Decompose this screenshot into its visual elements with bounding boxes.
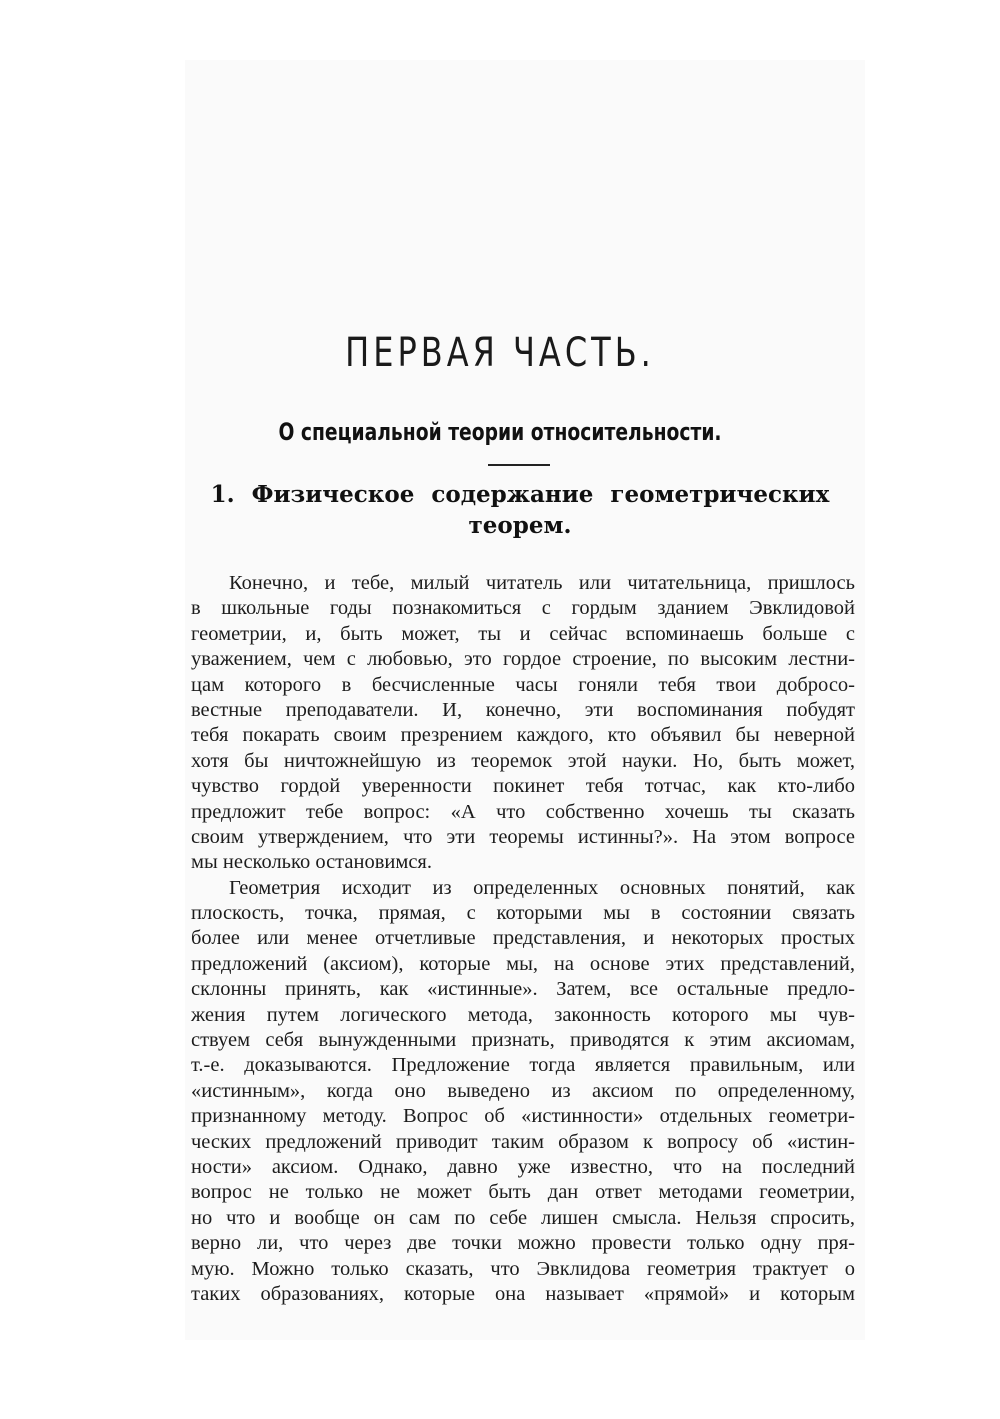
text-line: «истинным», когда оно выведено из аксиом по определенному, bbox=[191, 1079, 855, 1102]
text-line: плоскость, точка, прямая, с которыми мы в состоянии связать bbox=[191, 902, 855, 925]
text-line: жения путем логического метода, законность которого мы чув- bbox=[191, 1003, 855, 1026]
text-line: но что и вообще он сам по себе лишен смысла. Нельзя спросить, bbox=[191, 1206, 855, 1229]
text-line: верно ли, что через две точки можно провести только одну пря- bbox=[191, 1232, 855, 1255]
section-heading-line: теорем. bbox=[468, 512, 572, 539]
text-line: предложит тебе вопрос: «А что собственно хочешь ты сказать bbox=[191, 800, 855, 823]
text-line: таких образованиях, которые она называет «прямой» и которым bbox=[191, 1282, 855, 1305]
title-divider bbox=[488, 464, 550, 466]
text-line: чувство гордой уверенности покинет тебя тотчас, как кто-либо bbox=[191, 775, 855, 798]
text-line: более или менее отчетливые представления, и некоторых простых bbox=[191, 927, 855, 950]
paragraph-2 bbox=[191, 876, 855, 1308]
text-line: предложений (аксиом), которые мы, на основе этих представлений, bbox=[191, 952, 855, 975]
text-line: мую. Можно только сказать, что Эвклидова геометрия трактует о bbox=[191, 1257, 855, 1280]
text-line: вестные преподаватели. И, конечно, эти воспоминания побудят bbox=[191, 698, 855, 721]
section-heading bbox=[190, 479, 850, 541]
text-line: т.-е. доказываются. Предложение тогда является правильным, или bbox=[191, 1054, 855, 1077]
text-line: тебя покарать своим презрением каждого, кто объявил бы неверной bbox=[191, 724, 855, 747]
text-line: геометрии, и, быть может, ты и сейчас вспоминаешь больше с bbox=[191, 622, 855, 645]
section-heading-line: 1. Физическое содержание геометрических bbox=[210, 481, 830, 508]
paragraph-1 bbox=[191, 571, 855, 876]
text-line: Конечно, и тебе, милый читатель или читательница, пришлось bbox=[229, 572, 855, 594]
text-line: Геометрия исходит из определенных основных понятий, как bbox=[229, 876, 855, 899]
text-line: ности» аксиом. Однако, давно уже известно, что на последний bbox=[191, 1155, 855, 1178]
part-title: ПЕРВАЯ ЧАСТЬ. bbox=[345, 330, 655, 376]
text-line: вопрос не только не может быть дан ответ методами геометрии, bbox=[191, 1181, 855, 1204]
body-text bbox=[191, 571, 855, 1307]
text-line: цам которого в бесчисленные часы гоняли тебя твои добросо- bbox=[191, 673, 855, 696]
text-line: ческих предложений приводит таким образом к вопросу об «истин- bbox=[191, 1130, 855, 1153]
text-line: хотя бы ничтожнейшую из теоремок этой науки. Но, быть может, bbox=[191, 749, 855, 772]
text-line: своим утверждением, что эти теоремы истинны?». На этом вопросе bbox=[191, 825, 855, 848]
text-line: мы несколько остановимся. bbox=[191, 851, 432, 874]
text-line: признанному методу. Вопрос об «истинности» отдельных геометри- bbox=[191, 1105, 855, 1128]
text-line: в школьные годы познакомиться с гордым зданием Эвклидовой bbox=[191, 597, 855, 620]
text-line: склонны принять, как «истинные». Затем, все остальные предло- bbox=[191, 978, 855, 1001]
text-line: ствуем себя вынужденными признать, приводятся к этим аксиомам, bbox=[191, 1029, 855, 1052]
part-subtitle: О специальной теории относительности. bbox=[278, 418, 722, 446]
text-line: уважением, чем с любовью, это гордое строение, по высоким лестни- bbox=[191, 648, 855, 671]
